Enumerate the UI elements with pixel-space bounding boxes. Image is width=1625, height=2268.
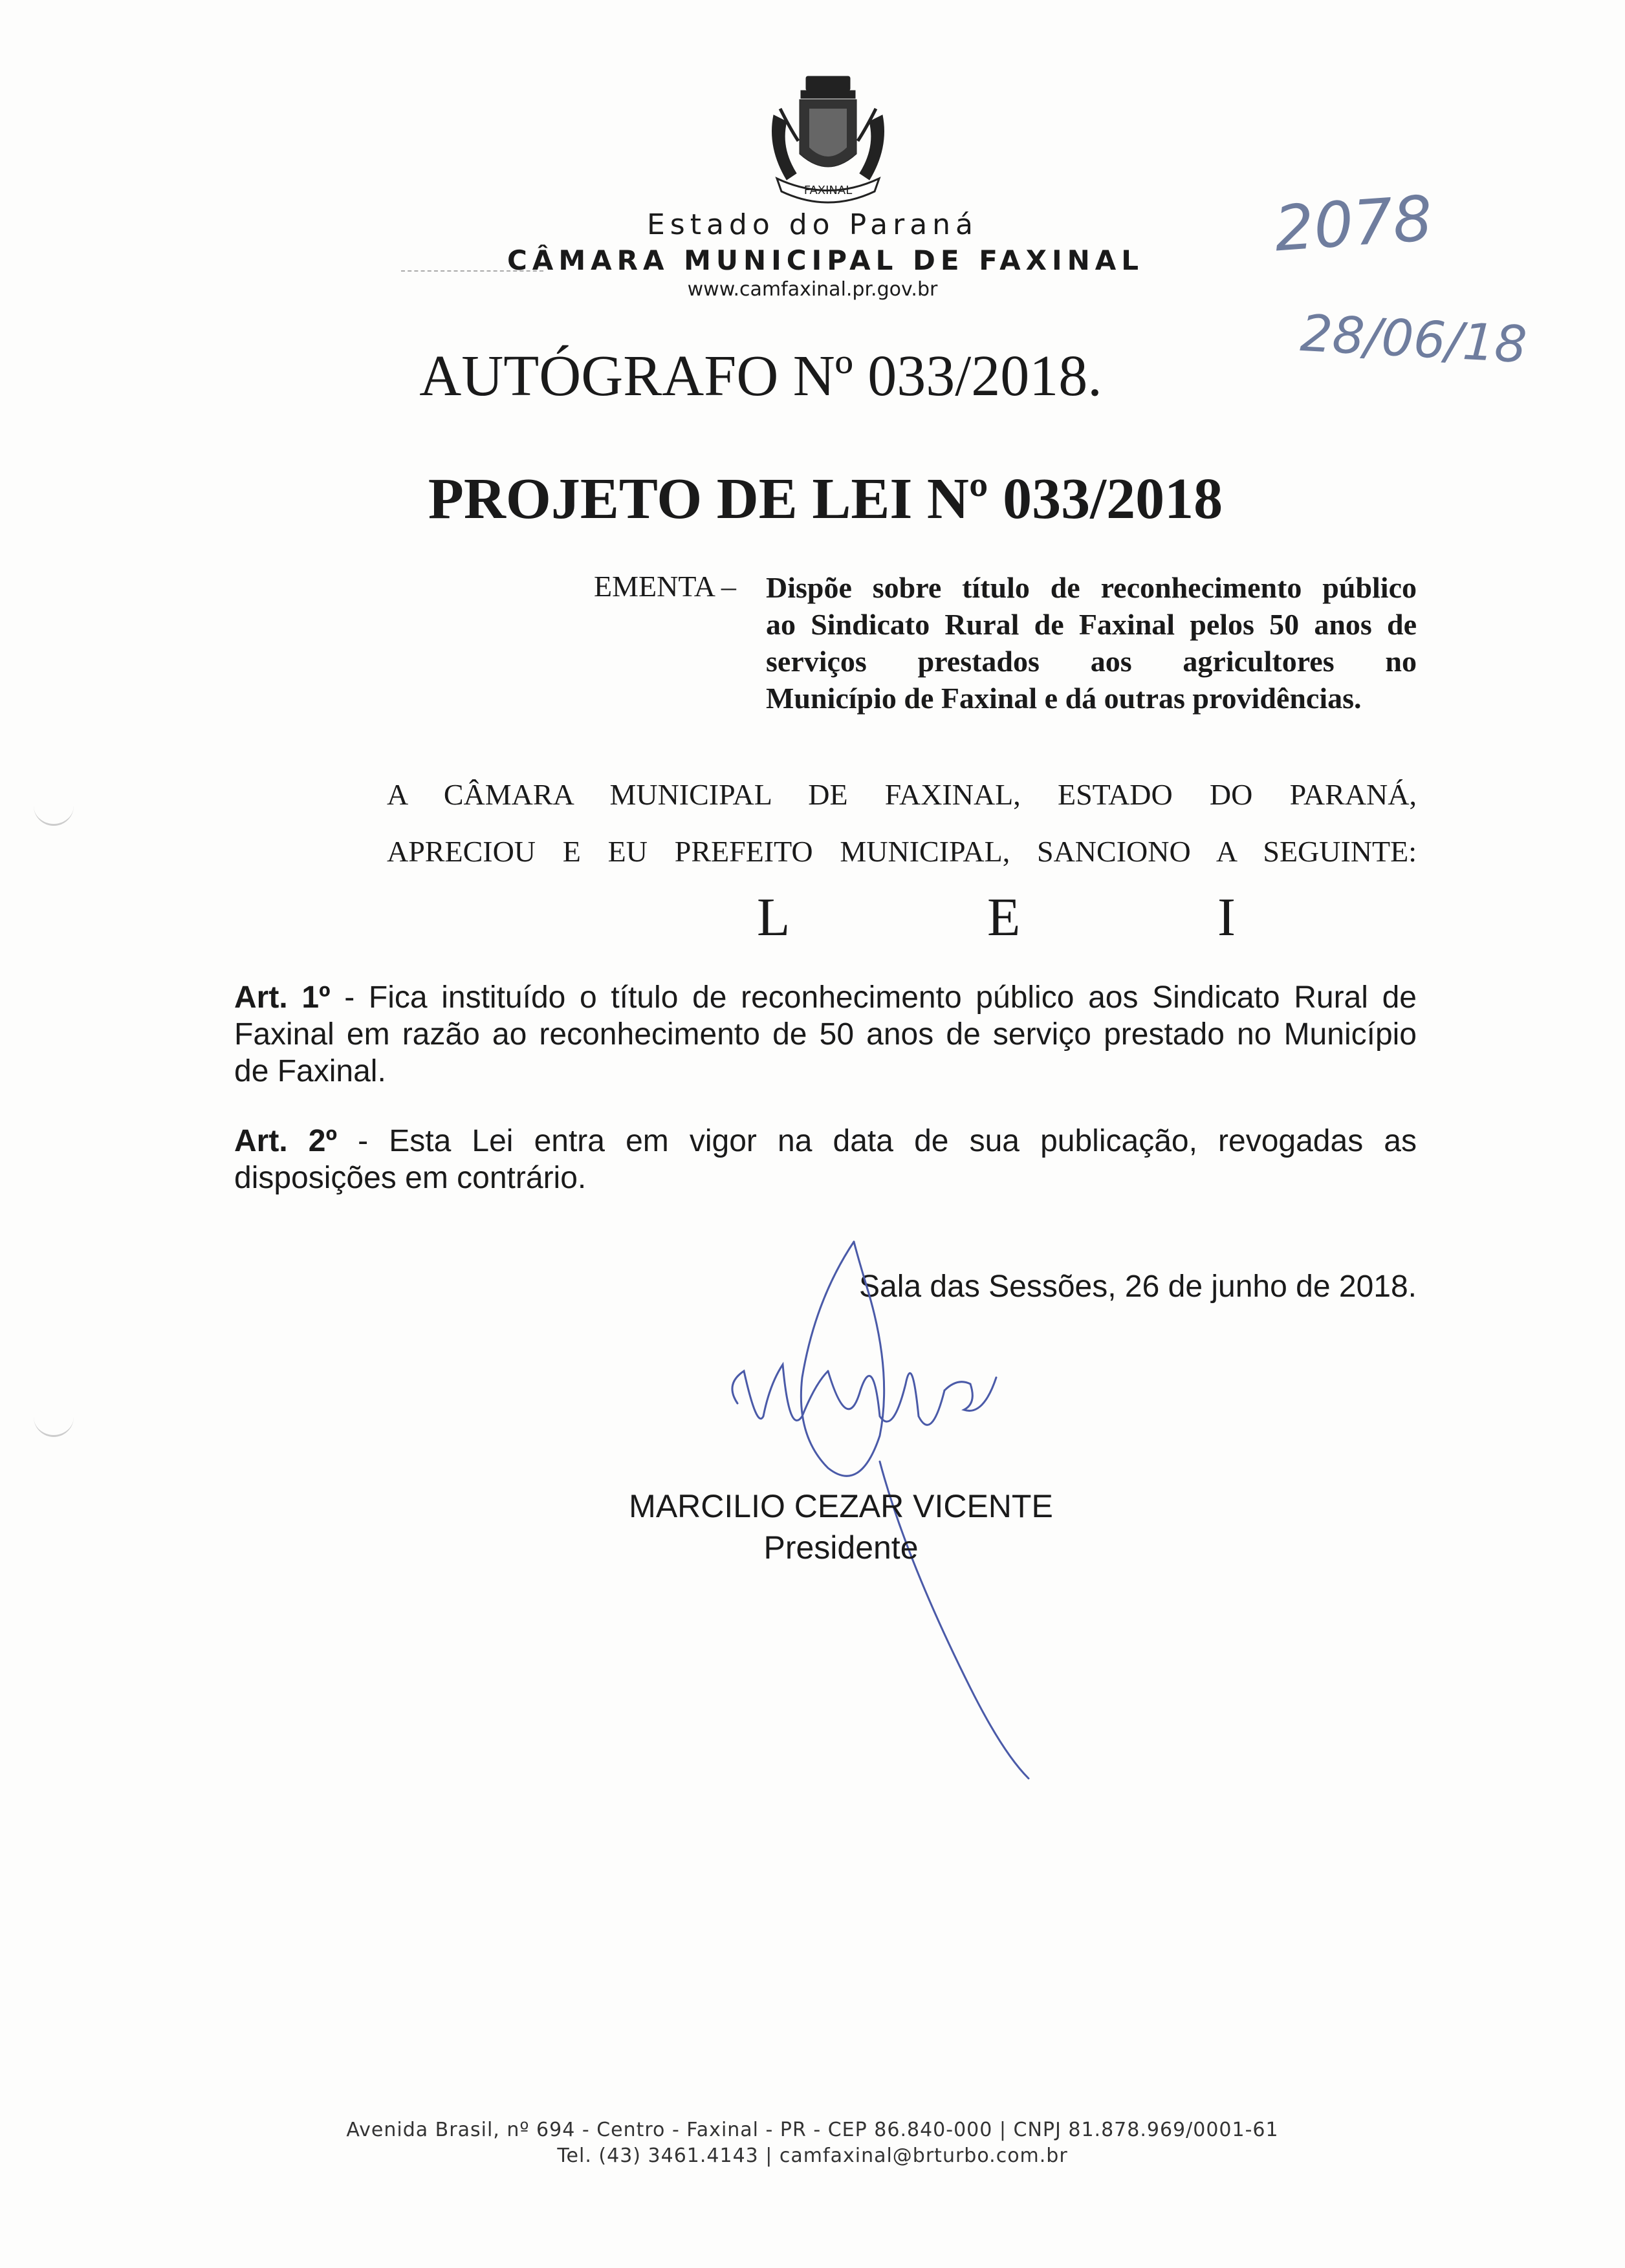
preamble-line: A CÂMARA MUNICIPAL DE FAXINAL, ESTADO DO PARANÁ, (387, 778, 1417, 811)
footer-contact: Tel. (43) 3461.4143 | camfaxinal@brturbo.com.br (557, 2144, 1068, 2167)
crest-banner-text: FAXINAL (803, 184, 853, 197)
lei-letter: I (1217, 887, 1236, 947)
article-1-line: - Fica instituído o título de reconhecimento público aos Sindicato Rural de (344, 980, 1417, 1015)
lei-heading (757, 886, 1236, 949)
projeto-title: PROJETO DE LEI Nº 033/2018 (428, 467, 1223, 531)
article-1-label: Art. 1º (234, 980, 331, 1015)
municipal-crest-logo (761, 70, 895, 212)
website-link[interactable]: www.camfaxinal.pr.gov.br (687, 278, 938, 301)
article-1-line: Faxinal em razão ao reconhecimento de 50 anos de serviço prestado no Município (234, 1017, 1417, 1052)
preamble (387, 766, 1417, 880)
punch-hole-mark (34, 1413, 74, 1437)
signer-role: Presidente (763, 1529, 919, 1566)
ementa-line: serviços prestados aos agricultores no (766, 645, 1417, 678)
punch-hole-mark (34, 802, 74, 826)
article-2 (234, 1123, 1417, 1196)
handwritten-protocol-number: 2078 (1272, 182, 1435, 266)
lei-letter: E (987, 887, 1021, 947)
lei-letter: L (757, 887, 791, 947)
state-name: Estado do Paraná (646, 208, 979, 241)
article-1 (234, 979, 1417, 1090)
article-2-label: Art. 2º (234, 1124, 338, 1158)
chamber-name: CÂMARA MUNICIPAL DE FAXINAL (507, 244, 1144, 276)
ementa-text (766, 569, 1417, 717)
handwritten-date: 28/06/18 (1298, 304, 1529, 375)
ementa-line: ao Sindicato Rural de Faxinal pelos 50 anos de (766, 608, 1417, 641)
ementa-line: Dispõe sobre título de reconhecimento público (766, 571, 1417, 604)
signer-name: MARCILIO CEZAR VICENTE (629, 1488, 1053, 1524)
ementa-label: EMENTA – (594, 570, 736, 603)
article-1-line: de Faxinal. (234, 1054, 386, 1088)
preamble-line: APRECIOU E EU PREFEITO MUNICIPAL, SANCIONO A SEGUINTE: (387, 835, 1417, 868)
article-2-line: - Esta Lei entra em vigor na data de sua publicação, revogadas as (358, 1124, 1417, 1158)
ementa-line: Município de Faxinal e dá outras providências. (766, 682, 1362, 715)
autografo-title: AUTÓGRAFO Nº 033/2018. (419, 344, 1102, 408)
article-2-line: disposições em contrário. (234, 1161, 587, 1195)
session-date: Sala das Sessões, 26 de junho de 2018. (859, 1269, 1417, 1304)
footer-address: Avenida Brasil, nº 694 - Centro - Faxinal - PR - CEP 86.840-000 | CNPJ 81.878.969/0001-61 (346, 2119, 1279, 2141)
